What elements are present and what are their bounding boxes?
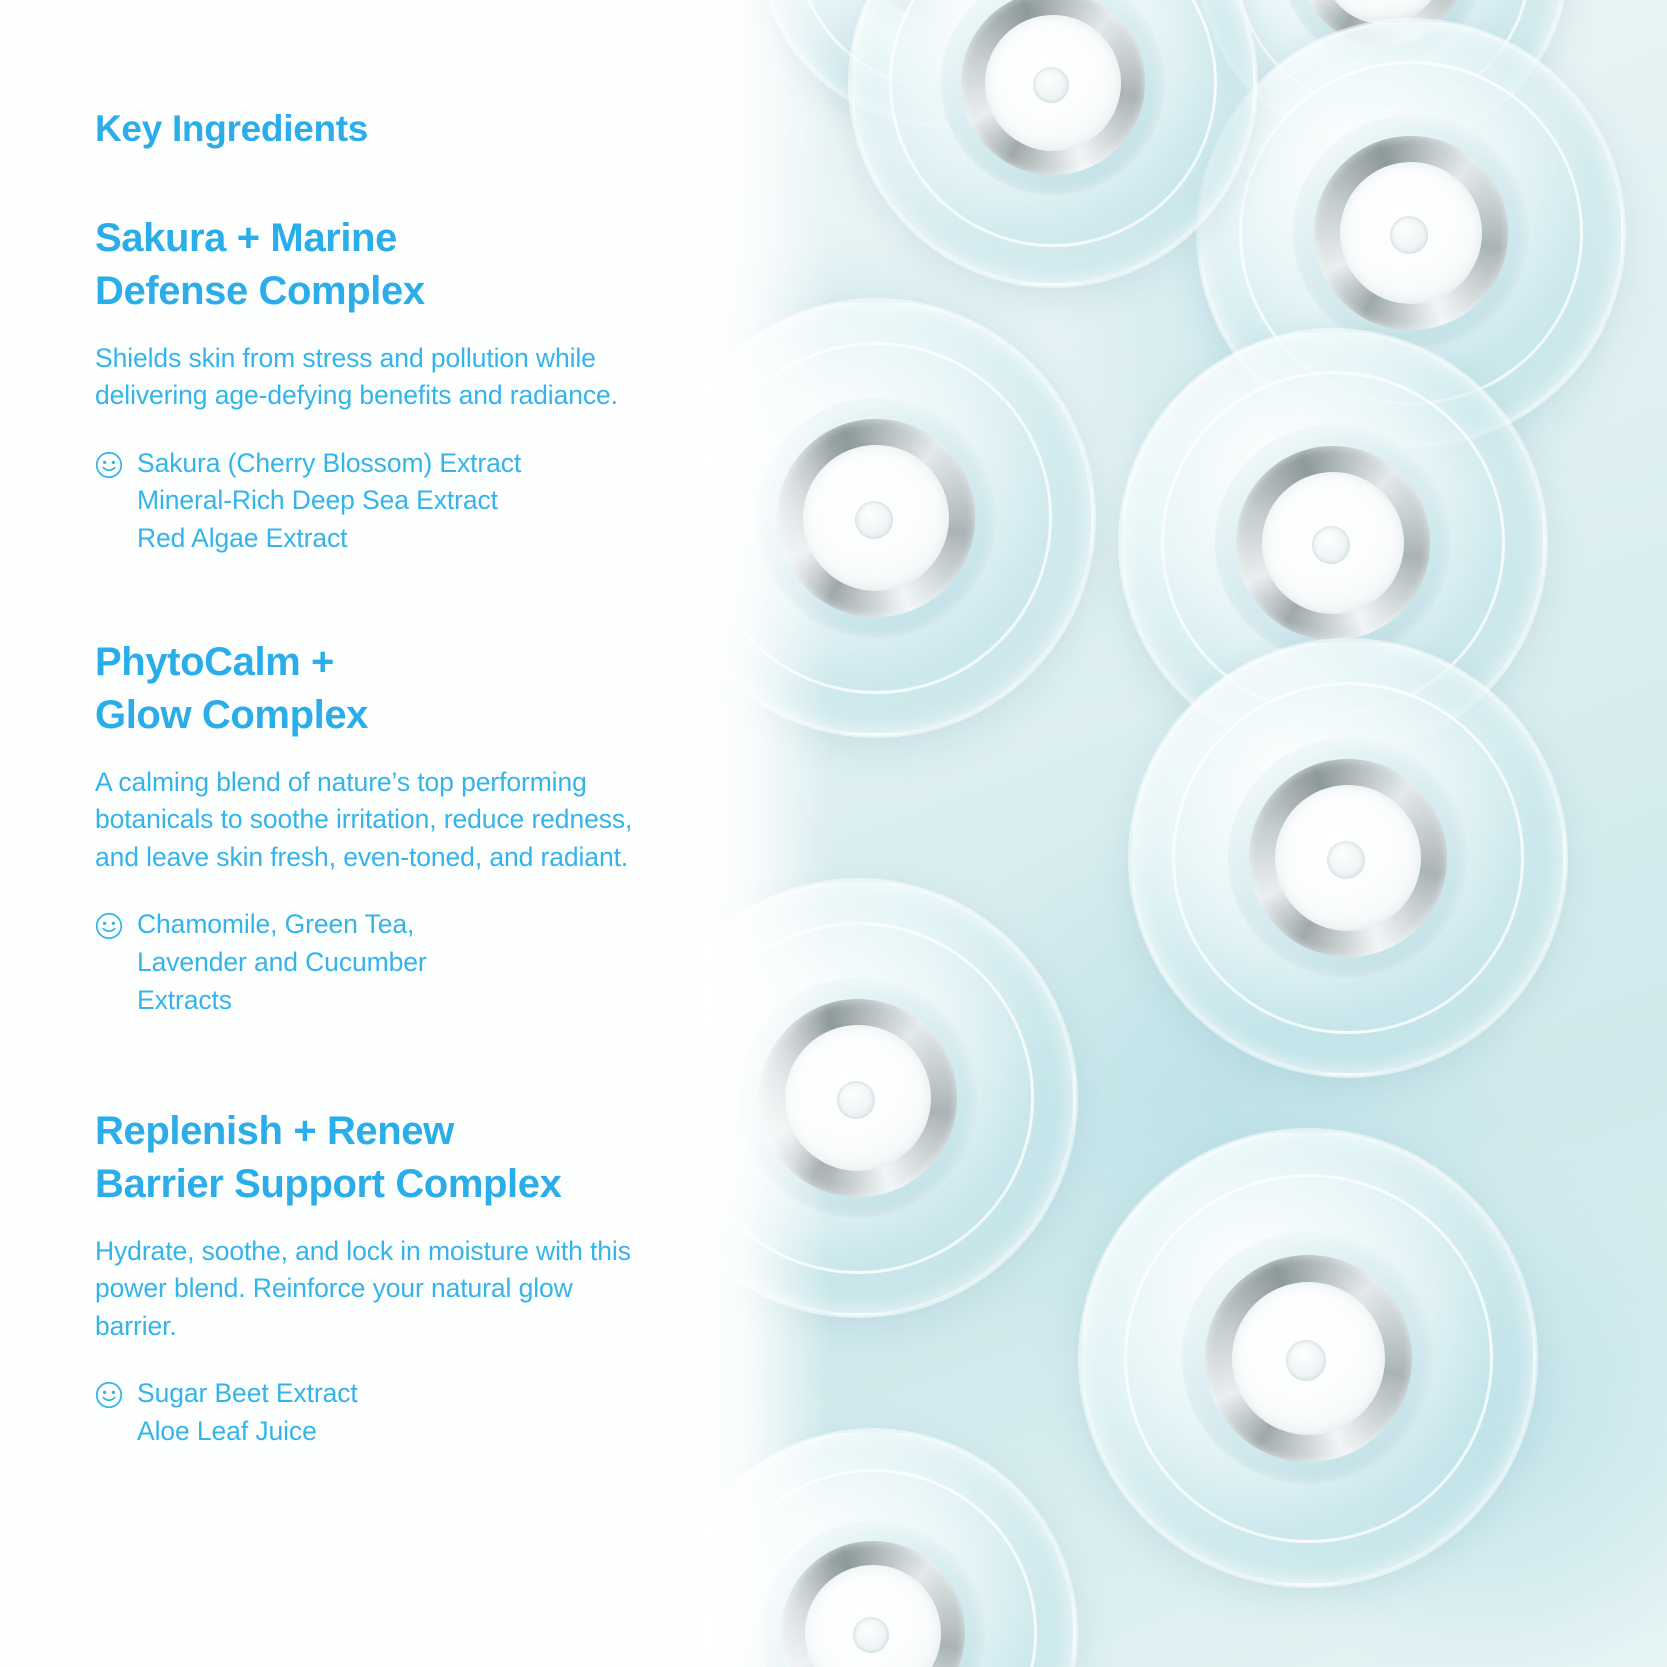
section-3-ingredient-list — [95, 1375, 715, 1450]
ingredient-section-1 — [95, 212, 715, 558]
list-item: Aloe Leaf Juice — [137, 1416, 317, 1447]
list-item: Extracts — [137, 984, 232, 1015]
ingredient-section-2 — [95, 636, 715, 1019]
page-title: Key Ingredients — [95, 108, 369, 149]
bottle — [1080, 1130, 1536, 1586]
section-1-title-line1: Sakura + Marine — [95, 216, 397, 260]
section-3-title-line2: Barrier Support Complex — [95, 1161, 562, 1206]
text-column — [0, 0, 700, 1667]
section-3-title — [95, 1105, 715, 1211]
smiley-face-icon — [95, 1381, 123, 1409]
list-item: Mineral-Rich Deep Sea Extract — [137, 485, 498, 516]
ingredient-section-3 — [95, 1105, 715, 1451]
list-item: Sugar Beet Extract — [137, 1378, 358, 1409]
list-item: Red Algae Extract — [137, 523, 348, 554]
product-photo — [700, 0, 1667, 1667]
bottle — [1130, 640, 1566, 1076]
section-1-body: Shields skin from stress and pollution while delivering age-defying benefits and radiance. — [95, 342, 618, 411]
section-2-title-line2: Glow Complex — [95, 692, 369, 737]
section-1-title — [95, 212, 715, 318]
list-item: Lavender and Cucumber — [137, 947, 427, 978]
section-1-ingredient-list — [95, 445, 715, 558]
list-item: Chamomile, Green Tea, — [137, 909, 415, 940]
section-1-title-line2: Defense Complex — [95, 268, 425, 313]
section-2-title-line1: PhytoCalm + — [95, 640, 334, 684]
section-3-body: Hydrate, soothe, and lock in moisture with this power blend. Reinforce your natural glow barrier. — [95, 1235, 631, 1341]
list-item: Sakura (Cherry Blossom) Extract — [137, 447, 522, 478]
section-2-title — [95, 636, 715, 742]
smiley-face-icon — [95, 912, 123, 940]
section-3-title-line1: Replenish + Renew — [95, 1109, 454, 1153]
smiley-face-icon — [95, 451, 123, 479]
section-2-ingredient-list — [95, 906, 715, 1019]
section-2-body: A calming blend of nature’s top performing botanicals to soothe irritation, reduce redness, and leave skin fresh, even-toned, and radiant. — [95, 766, 633, 872]
photo-edge-fade — [700, 0, 830, 1667]
